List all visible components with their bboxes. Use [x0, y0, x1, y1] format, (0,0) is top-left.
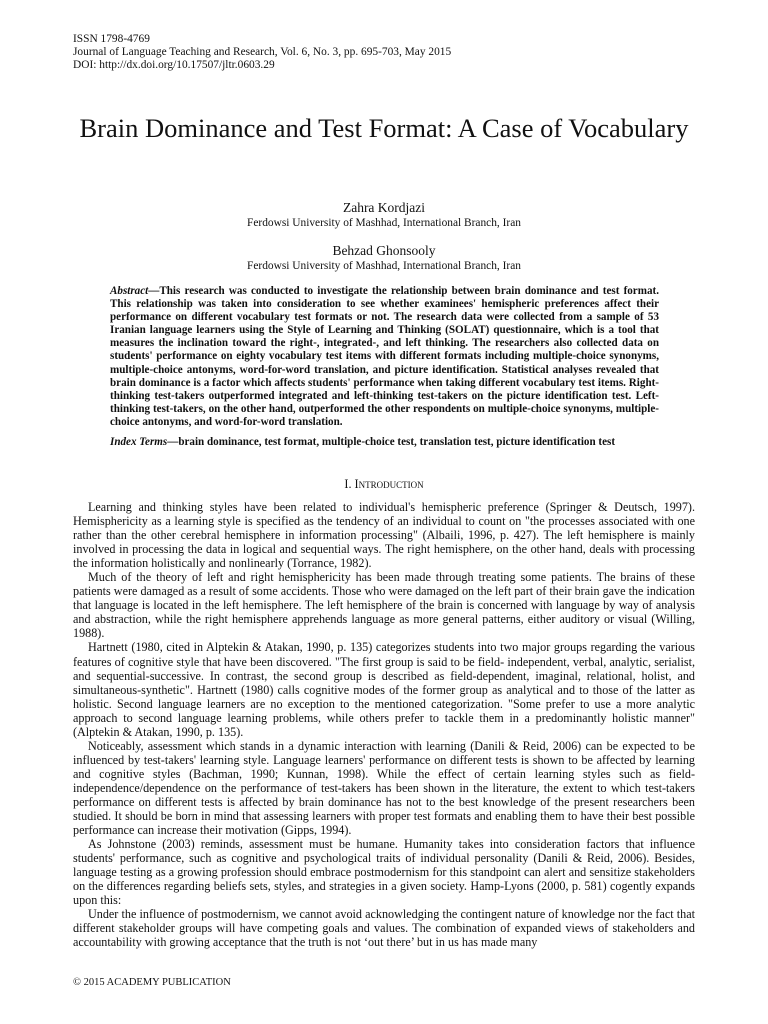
author-name: Behzad Ghonsooly: [332, 243, 436, 258]
abstract: [110, 285, 659, 429]
index-terms-label: Index Terms: [110, 436, 168, 448]
abstract-text: —This research was conducted to investigate the relationship between brain dominance and test format. This relationship was taken into consideration to see whether examinees' hemispheric preferences affect their performance on different vocabulary test formats or not. The research data were collected from a sample of 53 Iranian language learners using the Style of Learning and Thinking (SOLAT) questionnaire, which is a tool that measures the inclination toward the right-, integrated-, and left thinking. The researchers also collected data on students' performance on eighty vocabulary test items with different formats including multiple-choice synonyms, multiple-choice antonyms, word-for-word translation, and picture identification. Statistical analyses revealed that brain dominance is a factor which affects students' performance when taking different vocabulary test items. Right-thinking test-takers outperformed integrated and left-thinking test-takers on the picture identification test. Left-thinking test-takers, on the other hand, outperformed the other respondents on multiple-choice synonyms, multiple-choice antonyms, and word-for-word translation.: [110, 285, 659, 428]
section-heading: I. Introduction: [344, 477, 424, 491]
journal-citation: Journal of Language Teaching and Research, Vol. 6, No. 3, pp. 695-703, May 2015: [73, 46, 452, 58]
paragraph: Noticeably, assessment which stands in a dynamic interaction with learning (Danili & Reid, 2006) can be expected to be influenced by test-takers' learning style. Language learners' performance on different tests is shown to be affected by learning and cognitive styles (Bachman, 1990; Kunnan, 1998). While the effect of certain learning styles such as field-independence/dependence on the performance of test-takers has been shown in the literature, the extent to which test-takers performance on different tests is affected by brain dominance has not to the best knowledge of the present researchers been studied. It should be born in mind that assessing learners with proper test formats and enabling them to have their best possible performance can increase their motivation (Gipps, 1994).: [73, 738, 695, 838]
author-affiliation: Ferdowsi University of Mashhad, International Branch, Iran: [247, 260, 521, 272]
paragraph: Hartnett (1980, cited in Alptekin & Atakan, 1990, p. 135) categorizes students into two major groups regarding the various features of cognitive style that have been discovered. "The first group is said to be field- independent, verbal, analytic, serialist, and sequential-successive. In contrast, the second group is described as field-dependent, imaginal, relational, holist, and simultaneous-synthetic". Hartnett (1980) calls cognitive modes of the former group as analytical and to those of the latter as holistic. Second language learners are no exception to the mentioned categorization. "Some prefer to use a more analytic approach to second language learning problems, while others prefer to tackle them in a predominantly holistic manner" (Alptekin & Atakan, 1990, p. 135).: [73, 640, 695, 739]
paragraph: Under the influence of postmodernism, we cannot avoid acknowledging the contingent nature of knowledge nor the fact that different stakeholder groups will have competing goals and values. The combination of expanded views of stakeholders and accountability with growing acceptance that the truth is not ‘out there’ but in us has made many: [73, 907, 695, 950]
index-terms-text: —brain dominance, test format, multiple-choice test, translation test, picture identification test: [167, 436, 616, 448]
author-1: [0, 200, 768, 230]
index-terms: [110, 436, 659, 449]
author-affiliation: Ferdowsi University of Mashhad, International Branch, Iran: [247, 217, 521, 229]
paragraph: Much of the theory of left and right hemisphericity has been made through treating some patients. The brains of these patients were damaged as a result of some accidents. Those who were damaged on the left part of their brain gave the indication that language is located in the left hemisphere. The left hemisphere of the brain is concerned with language by way of analysis and abstraction, while the right hemisphere apprehends language as more general patterns, either auditory or visual (Willing, 1988).: [73, 570, 695, 641]
paper-title: Brain Dominance and Test Format: A Case of Vocabulary: [79, 113, 689, 143]
copyright-footer: © 2015 ACADEMY PUBLICATION: [73, 977, 231, 988]
paragraph: As Johnstone (2003) reminds, assessment must be humane. Humanity takes into consideration factors that influence students' performance, such as cognitive and psychological traits of individual personality (Danili & Reid, 2006). Besides, language testing as a growing profession should embrace postmodernism for this standpoint can alert and sensitize stakeholders on the differences regarding beliefs sets, styles, and strategies in a given society. Hamp-Lyons (2000, p. 581) cogently expands upon this:: [73, 837, 695, 908]
doi-link[interactable]: DOI: http://dx.doi.org/10.17507/jltr.0603.29: [73, 59, 275, 71]
body-text: [73, 500, 695, 950]
abstract-label: Abstract: [110, 285, 149, 297]
author-2: [0, 243, 768, 273]
issn: ISSN 1798-4769: [73, 33, 150, 45]
author-name: Zahra Kordjazi: [342, 200, 426, 215]
journal-header: [73, 33, 451, 72]
paragraph: Learning and thinking styles have been related to individual's hemispheric preference (Springer & Deutsch, 1997). Hemisphericity as a learning style is specified as the tendency of an individual to count on "the processes associated with one rather than the other cerebral hemisphere in information processing" (Albaili, 1996, p. 427). The left hemisphere is mainly involved in processing the data in logical and sequential ways. The right hemisphere, on the other hand, deals with processing the information holistically and nonlinearly (Torrance, 1982).: [73, 500, 695, 571]
